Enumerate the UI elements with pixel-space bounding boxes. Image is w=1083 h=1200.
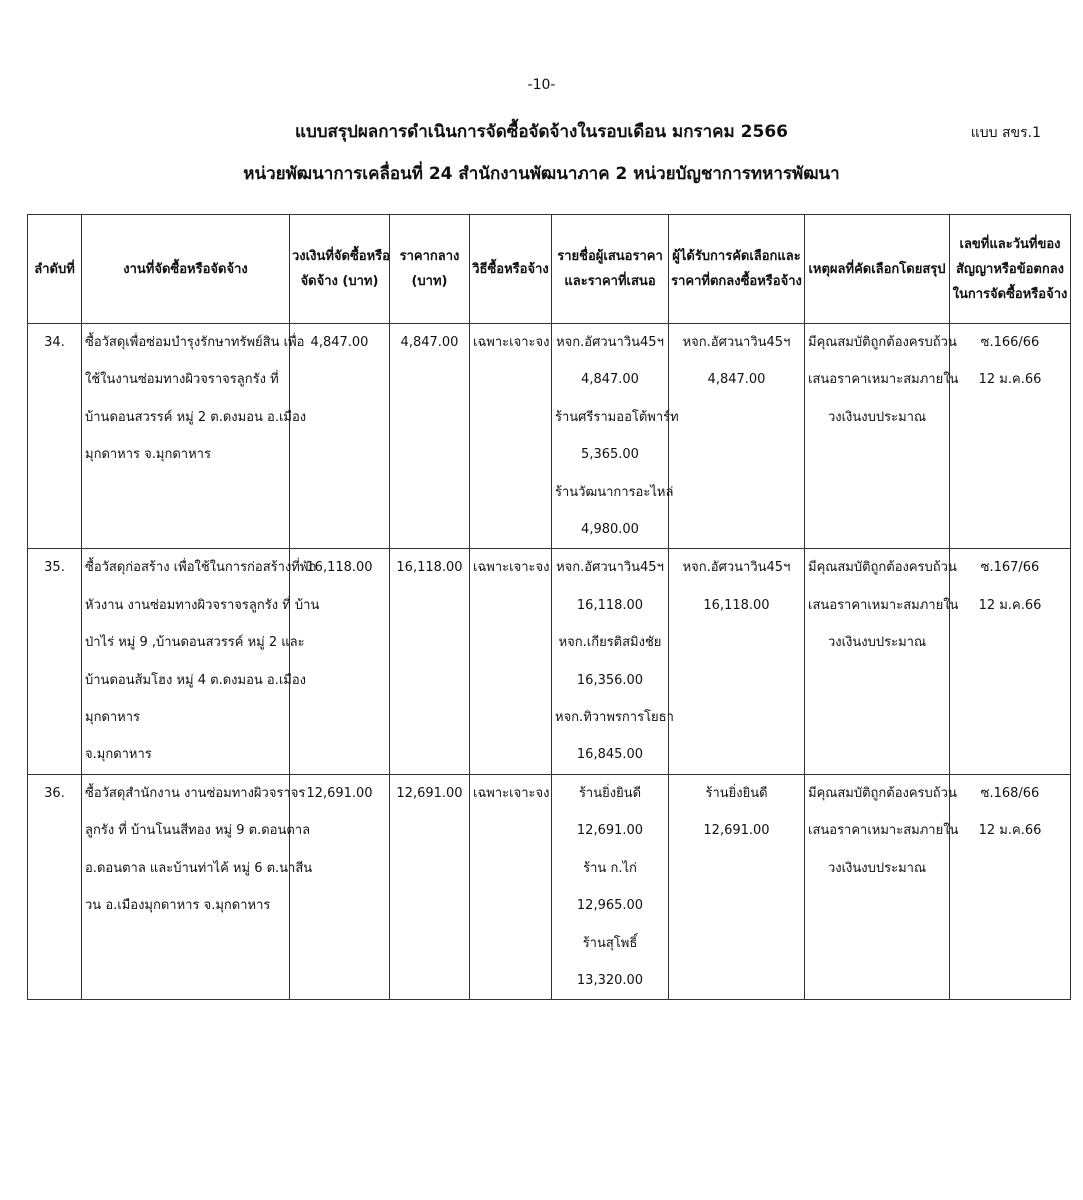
cell-reason xyxy=(805,324,959,549)
cell-bidders-line: ร้านยิ่งยินดี xyxy=(578,785,642,801)
col-reason-header xyxy=(805,215,950,324)
cell-reason-line: เสนอราคาเหมาะสมภายใน xyxy=(808,823,959,839)
cell-work xyxy=(82,324,307,549)
cell-method-line: เฉพาะเจาะจง xyxy=(473,560,550,576)
col-no-header xyxy=(28,215,82,324)
cell-method xyxy=(470,324,552,549)
cell-reason-line: วงเงินงบประมาณ xyxy=(827,860,927,876)
cell-work-line: ป่าไร่ หมู่ 9 ,บ้านดอนสวรรค์ หมู่ 2 และ xyxy=(85,635,305,651)
cell-bidders-line: 16,356.00 xyxy=(576,672,644,688)
table-body xyxy=(28,324,1071,1000)
header-line: และราคาที่เสนอ xyxy=(564,274,656,289)
cell-method-line: เฉพาะเจาะจง xyxy=(473,785,550,801)
cell-selected-line: หจก.อัศวนาวิน45ฯ xyxy=(682,560,791,576)
cell-contract-line: 12 ม.ค.66 xyxy=(978,597,1042,613)
col-selected-header xyxy=(669,215,805,324)
cell-budget-line: 16,118.00 xyxy=(306,560,373,576)
cell-bidders-line: 12,691.00 xyxy=(576,823,644,839)
cell-selected-line: ร้านยิ่งยินดี xyxy=(705,785,768,801)
form-code: แบบ สขร.1 xyxy=(970,125,1041,141)
header-line: ราคากลาง xyxy=(399,249,460,264)
header-line: สัญญาหรือข้อตกลง xyxy=(955,261,1065,277)
cell-bidders-line: ร้านวัฒนาการอะไหล่ xyxy=(555,484,674,500)
cell-bidders-line: 4,980.00 xyxy=(581,522,639,538)
col-median-price-header xyxy=(390,215,470,324)
cell-reason xyxy=(805,774,959,999)
cell-contract xyxy=(950,774,1071,999)
cell-selected xyxy=(669,774,805,999)
cell-reason-line: วงเงินงบประมาณ xyxy=(827,635,927,651)
cell-bidders-line: ร้านสุโพธิ์ xyxy=(582,935,638,951)
header-line: ในการจัดซื้อหรือจ้าง xyxy=(952,286,1068,302)
cell-reason-line: มีคุณสมบัติถูกต้องครบถ้วน xyxy=(808,785,957,801)
cell-budget-line: 12,691.00 xyxy=(306,785,373,801)
cell-bidders-line: 5,365.00 xyxy=(581,447,639,463)
cell-bidders-line: ร้าน ก.ไก่ xyxy=(583,860,637,876)
cell-bidders-line: 12,965.00 xyxy=(576,898,644,914)
cell-median-price xyxy=(390,549,470,774)
agency-title: หน่วยพัฒนาการเคลื่อนที่ 24 สำนักงานพัฒนาภาค 2 หน่วยบัญชาการทหารพัฒนา xyxy=(243,164,840,184)
cell-budget xyxy=(290,324,390,549)
cell-reason-line: มีคุณสมบัติถูกต้องครบถ้วน xyxy=(808,335,957,350)
cell-method xyxy=(470,774,552,999)
cell-selected-line: 12,691.00 xyxy=(703,823,770,839)
cell-method-line: เฉพาะเจาะจง xyxy=(473,335,550,350)
cell-work-line: ซื้อวัสดุเพื่อซ่อมบำรุงรักษาทรัพย์สิน เพื่อ xyxy=(85,335,305,350)
cell-bidders-line: 16,118.00 xyxy=(576,597,644,613)
col-bidders-header xyxy=(552,215,669,324)
cell-bidders-line: หจก.อัศวนาวิน45ฯ xyxy=(556,335,664,350)
cell-work-line: มุกดาหาร จ.มุกดาหาร xyxy=(85,447,211,463)
col-work-header xyxy=(82,215,290,324)
header-line: เหตุผลที่คัดเลือกโดยสรุป xyxy=(808,261,946,277)
table-row xyxy=(28,324,1071,549)
header-line: (บาท) xyxy=(411,274,448,289)
cell-work-line: ซื้อวัสดุสำนักงาน งานซ่อมทางผิวจราจร xyxy=(85,785,306,801)
cell-work-line: จ.มุกดาหาร xyxy=(85,747,152,763)
cell-reason-line: วงเงินงบประมาณ xyxy=(827,409,927,425)
cell-selected-line: 16,118.00 xyxy=(703,597,770,613)
header-line: ผู้ได้รับการคัดเลือกและ xyxy=(672,249,801,264)
cell-reason xyxy=(805,549,959,774)
cell-work-line: ลูกรัง ที่ บ้านโนนสีทอง หมู่ 9 ต.ดอนตาล xyxy=(85,823,311,839)
cell-no-line: 34. xyxy=(44,335,65,350)
cell-work xyxy=(82,774,313,999)
cell-work-line: วน อ.เมืองมุกดาหาร จ.มุกดาหาร xyxy=(85,898,271,914)
report-title: แบบสรุปผลการดำเนินการจัดซื้อจัดจ้างในรอบเดือน มกราคม 2566 xyxy=(295,122,788,142)
cell-bidders-line: หจก.เกียรติสมิงชัย xyxy=(558,635,662,651)
cell-contract xyxy=(950,549,1071,774)
cell-budget xyxy=(290,774,390,999)
cell-no xyxy=(28,774,82,999)
cell-no-line: 36. xyxy=(44,785,65,801)
procurement-table xyxy=(27,214,1071,1000)
cell-bidders xyxy=(552,324,679,549)
cell-work xyxy=(82,549,320,774)
col-budget-header xyxy=(290,215,390,324)
header-line: เลขที่และวันที่ของ xyxy=(959,236,1061,252)
cell-no xyxy=(28,549,82,774)
cell-contract-line: ซ.167/66 xyxy=(980,560,1040,576)
cell-selected-line: หจก.อัศวนาวิน45ฯ xyxy=(682,335,791,350)
cell-no-line: 35. xyxy=(44,560,65,576)
table-header-row xyxy=(28,215,1071,324)
cell-bidders-line: หจก.อัศวนาวิน45ฯ xyxy=(556,560,664,576)
cell-selected xyxy=(669,549,805,774)
cell-median-price-line: 16,118.00 xyxy=(396,560,463,576)
cell-bidders-line: หจก.ทิวาพรการโยธา xyxy=(555,710,674,726)
cell-median-price-line: 4,847.00 xyxy=(400,335,459,350)
cell-contract-line: 12 ม.ค.66 xyxy=(978,823,1042,839)
cell-contract-line: ซ.168/66 xyxy=(980,785,1040,801)
cell-contract-line: ซ.166/66 xyxy=(980,335,1040,350)
cell-selected-line: 4,847.00 xyxy=(707,372,766,388)
cell-bidders-line: ร้านศรีรามออโต้พาร์ท xyxy=(555,409,679,425)
cell-work-line: หัวงาน งานซ่อมทางผิวจราจรลูกรัง ที่ บ้าน xyxy=(85,597,320,613)
cell-budget-line: 4,847.00 xyxy=(310,335,369,350)
header-line: วงเงินที่จัดซื้อหรือ xyxy=(292,249,390,264)
cell-reason-line: เสนอราคาเหมาะสมภายใน xyxy=(808,597,959,613)
cell-median-price xyxy=(390,324,470,549)
col-contract-header xyxy=(950,215,1071,324)
cell-median-price-line: 12,691.00 xyxy=(396,785,463,801)
cell-work-line: ใช้ในงานซ่อมทางผิวจราจรลูกรัง ที่ xyxy=(85,372,279,388)
page-number: -10- xyxy=(527,77,556,93)
header-line: ราคาที่ตกลงซื้อหรือจ้าง xyxy=(671,274,802,289)
cell-bidders xyxy=(552,774,669,999)
cell-reason-line: มีคุณสมบัติถูกต้องครบถ้วน xyxy=(808,560,957,576)
table-row xyxy=(28,774,1071,999)
col-method-header xyxy=(470,215,552,324)
header-line: งานที่จัดซื้อหรือจัดจ้าง xyxy=(123,261,248,277)
cell-work-line: มุกดาหาร xyxy=(85,710,141,726)
header-line: จัดจ้าง (บาท) xyxy=(300,274,379,289)
cell-bidders-line: 16,845.00 xyxy=(576,747,644,763)
header-line: ลำดับที่ xyxy=(34,261,75,277)
cell-work-line: ซื้อวัสดุก่อสร้าง เพื่อใช้ในการก่อสร้างที่พัก xyxy=(85,560,317,576)
cell-reason-line: เสนอราคาเหมาะสมภายใน xyxy=(808,372,959,388)
cell-selected xyxy=(669,324,805,549)
cell-bidders-line: 4,847.00 xyxy=(581,372,639,388)
cell-median-price xyxy=(390,774,470,999)
cell-contract-line: 12 ม.ค.66 xyxy=(978,372,1042,388)
header-line: วิธีซื้อหรือจ้าง xyxy=(472,261,549,277)
cell-work-line: อ.ดอนตาล และบ้านท่าไค้ หมู่ 6 ต.นาสีน xyxy=(85,860,313,876)
table-row xyxy=(28,549,1071,774)
header-line: รายชื่อผู้เสนอราคา xyxy=(557,249,663,264)
cell-method xyxy=(470,549,552,774)
cell-work-line: บ้านดอนสวรรค์ หมู่ 2 ต.ดงมอน อ.เมือง xyxy=(85,409,307,425)
cell-budget xyxy=(290,549,390,774)
cell-work-line: บ้านดอนส้มโฮง หมู่ 4 ต.ดงมอน อ.เมือง xyxy=(85,672,307,688)
cell-contract xyxy=(950,324,1071,549)
cell-bidders-line: 13,320.00 xyxy=(576,972,644,988)
cell-no xyxy=(28,324,82,549)
cell-bidders xyxy=(552,549,674,774)
